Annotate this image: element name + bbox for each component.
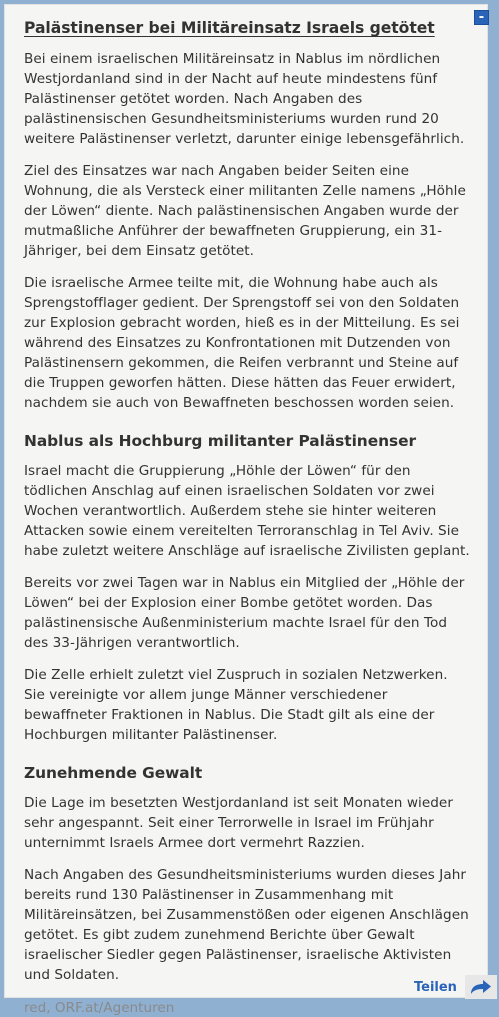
section-heading: Zunehmende Gewalt	[24, 764, 203, 782]
share-label[interactable]: Teilen	[414, 979, 457, 995]
share-arrow-icon[interactable]	[465, 975, 497, 999]
paragraph: Israel macht die Gruppierung „Höhle der Löwen“ für den tödlichen Anschlag auf einen israelischen Soldaten vor zwei Wochen verantwortlich. Außerdem stehe sie hinter weiteren Attacken sowie einem vereitelten Terroranschlag in Tel Aviv. Sie habe zuletzt weitere Anschläge auf israelische Zivilisten geplant.	[24, 463, 470, 559]
share-button[interactable]	[414, 974, 497, 1000]
paragraph: Die Zelle erhielt zuletzt viel Zuspruch in sozialen Netzwerken. Sie vereinigte vor allem junge Männer verschiedener bewaffneter Fraktionen in Nablus. Die Stadt gilt als eine der Hochburgen militanter Palästinenser.	[24, 667, 448, 743]
story-title[interactable]: Palästinenser bei Militäreinsatz Israels getötet	[24, 19, 435, 37]
paragraph: Die Lage im besetzten Westjordanland ist seit Monaten wieder sehr angespannt. Seit einer Terrorwelle in Israel im Frühjahr unternimmt Israels Armee dort vermehrt Razzien.	[24, 795, 453, 851]
collapse-button[interactable]: -	[474, 10, 489, 25]
paragraph: Nach Angaben des Gesundheitsministeriums wurden dieses Jahr bereits rund 130 Palästinenser in Zusammenhang mit Militäreinsätzen, bei Zusammenstößen oder eigenen Anschlägen getötet. Es gibt zudem zunehmend Berichte über Gewalt israelischer Siedler gegen Palästinenser, israelische Aktivisten und Soldaten.	[24, 867, 469, 983]
article-panel	[4, 4, 488, 1016]
paragraph: Bereits vor zwei Tagen war in Nablus ein Mitglied der „Höhle der Löwen“ bei der Explosion einer Bombe getötet worden. Das palästinensische Außenministerium machte Israel für den Tod des 33-Jährigen verantwortlich.	[24, 575, 465, 651]
paragraph: Ziel des Einsatzes war nach Angaben beider Seiten eine Wohnung, die als Versteck einer militanten Zelle namens „Höhle der Löwen“ diente. Nach palästinensischen Angaben wurde der mutmaßliche Anführer der bewaffneten Gruppierung, ein 31-Jähriger, bei dem Einsatz getötet.	[24, 163, 466, 259]
section-heading: Nablus als Hochburg militanter Palästinenser	[24, 432, 417, 450]
share-arrow-glyph	[469, 978, 493, 996]
paragraph: Die israelische Armee teilte mit, die Wohnung habe auch als Sprengstofflager gedient. Der Sprengstoff sei von den Soldaten zur Explosion gebracht worden, hieß es in der Mitteilung. Es sei während des Einsatzes zu Konfrontationen mit Dutzenden von Palästinensern gekommen, die Reifen verbrannt und Steine auf die Truppen geworfen hätten. Diese hätten das Feuer erwidert, nachdem sie auch von Bewaffneten beschossen worden seien.	[24, 275, 460, 411]
paragraph: Bei einem israelischen Militäreinsatz in Nablus im nördlichen Westjordanland sind in der Nacht auf heute mindestens fünf Palästinenser getötet worden. Nach Angaben des palästinensischen Gesundheitsministeriums wurden rund 20 weitere Palästinenser verletzt, darunter einige lebensgefährlich.	[24, 51, 465, 147]
article-content	[24, 17, 472, 1017]
source-credit: red, ORF.at/Agenturen	[24, 1000, 175, 1016]
